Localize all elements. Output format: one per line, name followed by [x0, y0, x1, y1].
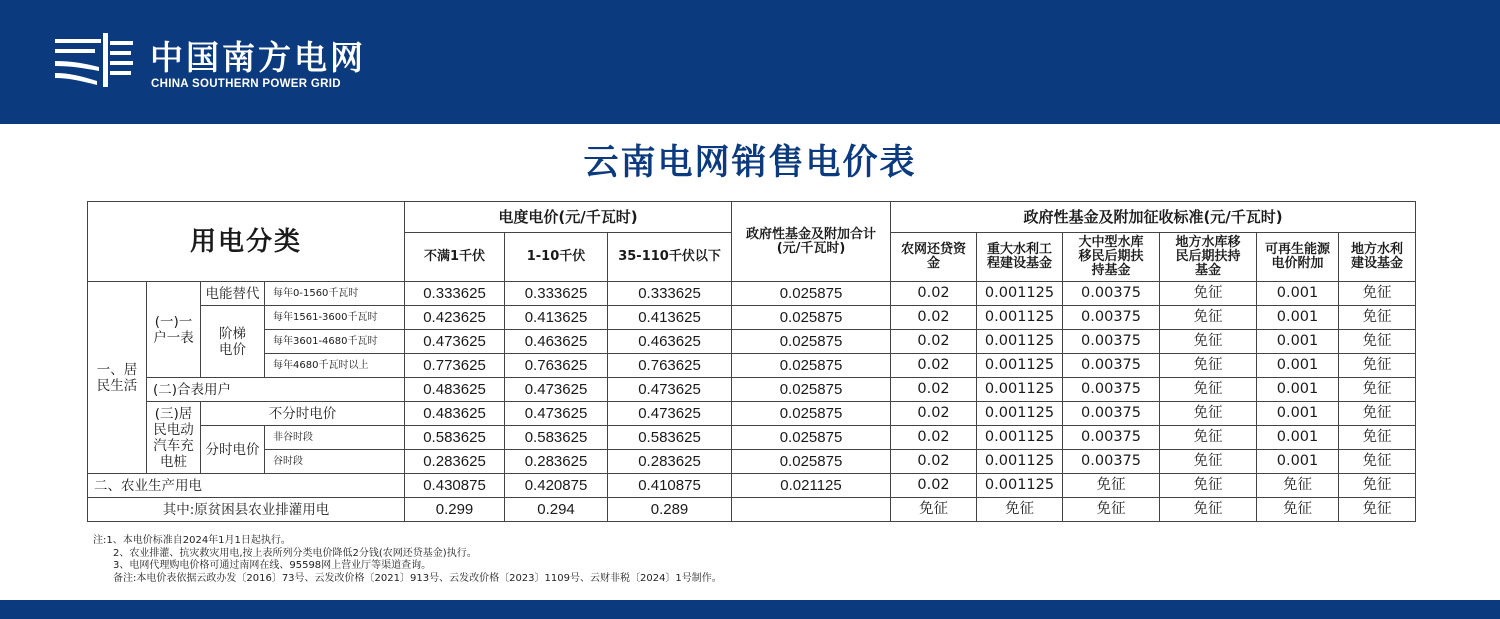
fund-cell: 免征	[1160, 450, 1257, 474]
price-cell: 0.463625	[505, 330, 608, 354]
fund-cell: 0.001125	[977, 474, 1063, 498]
fund-total-cell: 0.025875	[732, 426, 891, 450]
price-cell: 0.473625	[405, 330, 505, 354]
fund-cell: 免征	[1339, 378, 1416, 402]
price-cell: 0.413625	[505, 306, 608, 330]
fund-cell: 0.00375	[1063, 330, 1160, 354]
price-cell: 0.473625	[505, 378, 608, 402]
fund-total-cell: 0.021125	[732, 474, 891, 498]
fund-cell: 免征	[1339, 450, 1416, 474]
fund-cell: 免征	[1160, 426, 1257, 450]
fund-cell: 免征	[1339, 474, 1416, 498]
header-fund-group: 政府性基金及附加征收标准(元/千瓦时)	[891, 202, 1416, 233]
price-table	[87, 201, 1416, 522]
fund-cell: 0.02	[891, 306, 977, 330]
note-line: 2、农业排灌、抗灾救灾用电,按上表所列分类电价降低2分钱(农网还贷基金)执行。	[113, 547, 477, 559]
fund-cell: 免征	[1339, 330, 1416, 354]
fund-cell: 0.00375	[1063, 450, 1160, 474]
table-row	[88, 354, 1416, 378]
header-fund-local-water: 地方水利建设基金	[1339, 233, 1416, 282]
fund-cell: 免征	[1257, 474, 1339, 498]
note-line: 注:1、本电价标准自2024年1月1日起执行。	[93, 535, 291, 546]
fund-cell: 免征	[1257, 498, 1339, 522]
fund-cell: 0.001125	[977, 426, 1063, 450]
label-tou-price: 分时电价	[201, 426, 265, 474]
tier-label: 非谷时段	[265, 426, 405, 450]
tier-label: 谷时段	[265, 450, 405, 474]
label-ev-charging: (三)居民电动汽车充电桩	[147, 402, 201, 474]
tier-label: 每年0-1560千瓦时	[265, 282, 405, 306]
fund-cell: 0.02	[891, 330, 977, 354]
tier-label: 每年4680千瓦时以上	[265, 354, 405, 378]
price-cell: 0.283625	[608, 450, 732, 474]
header-fund-water-project: 重大水利工程建设基金	[977, 233, 1063, 282]
footnotes	[93, 535, 722, 585]
fund-cell: 0.00375	[1063, 282, 1160, 306]
price-cell: 0.289	[608, 498, 732, 522]
fund-total-cell: 0.025875	[732, 450, 891, 474]
fund-cell: 0.001125	[977, 450, 1063, 474]
fund-cell: 免征	[1339, 498, 1416, 522]
price-cell: 0.333625	[505, 282, 608, 306]
fund-cell: 免征	[1160, 474, 1257, 498]
price-cell: 0.483625	[405, 378, 505, 402]
note-line: 3、电网代理购电价格可通过南网在线、95598网上营业厅等渠道查询。	[113, 560, 432, 571]
label-agriculture: 二、农业生产用电	[88, 474, 405, 498]
fund-cell: 0.001125	[977, 306, 1063, 330]
fund-cell: 免征	[1063, 474, 1160, 498]
tier-label: 每年3601-4680千瓦时	[265, 330, 405, 354]
table-row	[88, 474, 1416, 498]
label-shared-meter: (二)合表用户	[147, 378, 405, 402]
header-category: 用电分类	[88, 202, 405, 282]
fund-cell: 0.02	[891, 354, 977, 378]
fund-cell: 免征	[1160, 498, 1257, 522]
header-col-1-10kv: 1-10千伏	[505, 233, 608, 282]
price-cell: 0.473625	[608, 378, 732, 402]
fund-cell: 0.001125	[977, 378, 1063, 402]
header-banner	[0, 0, 1500, 124]
price-cell: 0.283625	[405, 450, 505, 474]
fund-cell: 免征	[1160, 378, 1257, 402]
fund-cell: 0.00375	[1063, 306, 1160, 330]
fund-cell: 免征	[1160, 354, 1257, 378]
fund-cell: 0.001	[1257, 450, 1339, 474]
header-price-group: 电度电价(元/千瓦时)	[405, 202, 732, 233]
table-row	[88, 378, 1416, 402]
header-fund-rural: 农网还贷资金	[891, 233, 977, 282]
price-cell: 0.333625	[405, 282, 505, 306]
fund-cell: 0.001	[1257, 330, 1339, 354]
fund-cell: 0.00375	[1063, 378, 1160, 402]
price-cell: 0.773625	[405, 354, 505, 378]
fund-cell: 0.02	[891, 426, 977, 450]
header-fund-total: 政府性基金及附加合计(元/千瓦时)	[732, 202, 891, 282]
table-row	[88, 450, 1416, 474]
label-energy-substitution: 电能替代	[201, 282, 265, 306]
fund-cell: 0.02	[891, 378, 977, 402]
fund-cell: 0.00375	[1063, 402, 1160, 426]
fund-cell: 0.001	[1257, 426, 1339, 450]
fund-cell: 0.001125	[977, 402, 1063, 426]
price-cell: 0.410875	[608, 474, 732, 498]
price-cell: 0.299	[405, 498, 505, 522]
price-cell: 0.473625	[505, 402, 608, 426]
brand-name-en: CHINA SOUTHERN POWER GRID	[151, 78, 341, 90]
fund-cell: 免征	[1339, 402, 1416, 426]
price-cell: 0.583625	[505, 426, 608, 450]
fund-cell: 免征	[1160, 306, 1257, 330]
table-row	[88, 426, 1416, 450]
fund-cell: 0.001	[1257, 306, 1339, 330]
fund-total-cell: 0.025875	[732, 330, 891, 354]
price-cell: 0.294	[505, 498, 608, 522]
fund-cell: 0.02	[891, 282, 977, 306]
price-cell: 0.483625	[405, 402, 505, 426]
footer-banner	[0, 600, 1500, 619]
header-col-lt1kv: 不满1千伏	[405, 233, 505, 282]
header-fund-renewable: 可再生能源电价附加	[1257, 233, 1339, 282]
fund-cell: 0.001125	[977, 330, 1063, 354]
fund-cell: 免征	[1339, 306, 1416, 330]
fund-cell: 免征	[977, 498, 1063, 522]
fund-cell: 0.02	[891, 474, 977, 498]
fund-cell: 免征	[1160, 282, 1257, 306]
label-flat-price: 不分时电价	[201, 402, 405, 426]
price-cell: 0.430875	[405, 474, 505, 498]
fund-total-cell: 0.025875	[732, 282, 891, 306]
fund-cell: 0.001	[1257, 378, 1339, 402]
fund-cell: 0.001	[1257, 354, 1339, 378]
fund-total-cell: 0.025875	[732, 306, 891, 330]
fund-total-cell: 0.025875	[732, 402, 891, 426]
fund-cell: 0.02	[891, 402, 977, 426]
label-residential: 一、居民生活	[88, 282, 147, 474]
fund-cell: 0.00375	[1063, 426, 1160, 450]
price-cell: 0.763625	[505, 354, 608, 378]
label-agri-irrigation: 其中:原贫困县农业排灌用电	[88, 498, 405, 522]
header-fund-large-reservoir: 大中型水库移民后期扶持基金	[1063, 233, 1160, 282]
fund-total-cell: 0.025875	[732, 378, 891, 402]
price-cell: 0.333625	[608, 282, 732, 306]
fund-cell: 免征	[1160, 402, 1257, 426]
fund-cell: 0.001	[1257, 402, 1339, 426]
fund-cell: 免征	[1339, 282, 1416, 306]
label-one-household: (一)一户一表	[147, 282, 201, 378]
fund-total-cell: 0.025875	[732, 354, 891, 378]
header-fund-local-reservoir: 地方水库移民后期扶持基金	[1160, 233, 1257, 282]
price-cell: 0.763625	[608, 354, 732, 378]
page-title: 云南电网销售电价表	[583, 143, 917, 183]
price-cell: 0.423625	[405, 306, 505, 330]
table-row	[88, 306, 1416, 330]
price-cell: 0.463625	[608, 330, 732, 354]
table-row	[88, 282, 1416, 306]
fund-cell: 免征	[1160, 330, 1257, 354]
fund-cell: 0.001	[1257, 282, 1339, 306]
table-row	[88, 330, 1416, 354]
table-row	[88, 402, 1416, 426]
brand-name-cn: 中国南方电网	[150, 38, 366, 77]
price-cell: 0.473625	[608, 402, 732, 426]
price-cell: 0.420875	[505, 474, 608, 498]
price-cell: 0.583625	[608, 426, 732, 450]
table-row	[88, 498, 1416, 522]
fund-cell: 0.02	[891, 450, 977, 474]
label-tiered: 阶梯电价	[201, 306, 265, 378]
fund-cell: 免征	[891, 498, 977, 522]
note-line: 备注:本电价表依据云政办发〔2016〕73号、云发改价格〔2021〕913号、云发改价格〔2023〕1109号、云财非税〔2024〕1号制作。	[113, 572, 722, 584]
tier-label: 每年1561-3600千瓦时	[265, 306, 405, 330]
fund-cell: 免征	[1339, 354, 1416, 378]
fund-cell: 0.00375	[1063, 354, 1160, 378]
fund-cell: 免征	[1339, 426, 1416, 450]
price-cell: 0.413625	[608, 306, 732, 330]
fund-total-cell	[732, 498, 891, 522]
fund-cell: 免征	[1063, 498, 1160, 522]
csg-logo-icon	[55, 33, 135, 87]
fund-cell: 0.001125	[977, 282, 1063, 306]
header-col-35-110kv: 35-110千伏以下	[608, 233, 732, 282]
price-cell: 0.283625	[505, 450, 608, 474]
price-cell: 0.583625	[405, 426, 505, 450]
fund-cell: 0.001125	[977, 354, 1063, 378]
